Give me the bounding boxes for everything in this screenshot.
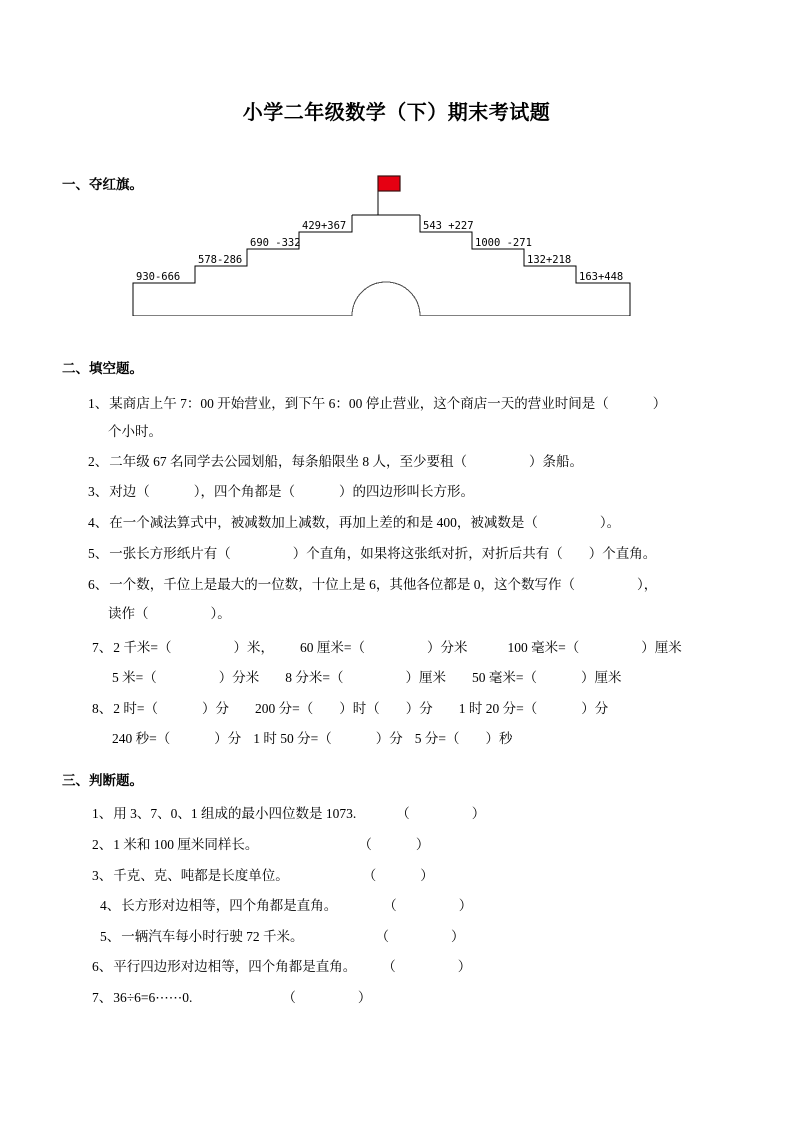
item-text: 36÷6=6⋯⋯0. [113,990,193,1005]
fill-item-6-line-2 [108,606,231,622]
fill-item-8-row-1 [92,701,608,717]
judge-item-6 [92,959,471,975]
paren-close: ） [415,837,430,852]
conv-a: 240 秒=（ [112,731,171,746]
step-label-right-2: 1000 -271 [475,237,532,249]
conv-b: ）分 [375,731,403,746]
item-text-tail: ）条船。 [529,454,583,469]
item-text-tail: ）， [637,577,658,592]
item-text: 平行四边形对边相等，四个角都是直角。 [113,959,357,974]
conv-a: 8 分米=（ [285,670,344,685]
conv-b: ）分米 [218,670,260,685]
item-text-mid: ），四个角都是（ [193,484,295,499]
conv-b: ）厘米 [405,670,446,685]
item-number: 7、 [92,990,113,1005]
conv-a: 5 分=（ [414,731,460,746]
item-number: 2、 [92,837,113,852]
section-heading-1: 一、夺红旗。 [62,177,143,193]
item-text: 一个数，千位上是最大的一位数，十位上是 6，其他各位都是 0，这个数写作（ [109,577,575,592]
item-text: 长方形对边相等，四个角都是直角。 [121,898,338,913]
item-number: 3、 [88,484,109,499]
step-label-right-4: 163+448 [579,271,624,283]
item-text: 一张长方形纸片有（ [109,546,231,561]
fill-item-5 [88,546,656,562]
judge-item-7 [92,990,371,1006]
judge-item-5 [100,929,465,945]
item-text-tail: ）的四边形叫长方形。 [339,484,474,499]
conv-b: ）厘米 [641,640,682,655]
item-text: 二年级 67 名同学去公园划船，每条船限坐 8 人，至少要租（ [109,454,467,469]
paren-open: （ [375,929,389,944]
step-label-left-4: 429+367 [302,220,347,232]
paren-open: （ [382,959,396,974]
item-number: 2、 [88,454,109,469]
paren-open: （ [383,898,397,913]
conv-a: 1 时 20 分=（ [458,701,538,716]
paren-open: （ [362,868,377,883]
conv-c: ）分 [405,701,433,716]
item-number: 3、 [92,868,113,883]
fill-item-1-line-2 [108,424,162,440]
paren-open: （ [358,837,372,852]
conv-b: ）厘米 [581,670,622,685]
conv-a: 1 时 50 分=（ [253,731,332,746]
item-number: 8、 [92,701,113,716]
fill-item-3 [88,484,474,500]
paren-close: ） [458,898,473,913]
item-text: 对边（ [109,484,150,499]
conv-a: 200 分=（ [255,701,314,716]
item-number: 6、 [92,959,113,974]
page-title: 小学二年级数学（下）期末考试题 [242,100,551,124]
fill-item-7-row-1 [92,640,682,656]
item-text: 某商店上午 7：00 开始营业，到下午 6：00 停止营业，这个商店一天的营业时间是（ [109,396,609,411]
item-text-mid: ）个直角，如果将这张纸对折，对折后共有（ [292,546,563,561]
judge-item-4 [100,898,472,914]
conv-b: ）分米 [427,640,468,655]
conv-a: 50 毫米=（ [472,670,537,685]
item-number: 6、 [88,577,109,592]
paren-close: ） [471,806,486,821]
item-number: 1、 [92,806,113,821]
conv-b: ）分 [581,701,609,716]
conv-a: 2 时=（ [113,701,158,716]
section-heading-2: 二、填空题。 [62,361,143,377]
item-text: 千克、克、吨都是长度单位。 [113,868,289,883]
item-number: 5、 [100,929,121,944]
step-label-right-1: 543 +227 [423,220,474,232]
conv-a: 5 米=（ [112,670,157,685]
item-text-tail: ） [652,396,667,411]
conv-b: ）秒 [485,731,513,746]
item-text: 一辆汽车每小时行驶 72 千米。 [121,929,304,944]
paren-close: ） [357,990,372,1005]
judge-item-3 [92,868,434,884]
item-number: 4、 [100,898,121,913]
step-label-left-2: 578-286 [198,254,243,266]
fill-item-1-line-1 [88,396,666,412]
item-text: 在一个减法算式中，被减数加上减数，再加上差的和是 400，被减数是（ [109,515,538,530]
conv-b: ）米， [233,640,274,655]
step-label-right-3: 132+218 [527,254,572,266]
item-number: 1、 [88,396,109,411]
paren-close: ） [457,959,472,974]
red-flag-icon [378,176,400,191]
item-text: 1 米和 100 厘米同样长。 [113,837,259,852]
fill-item-7-row-2 [112,670,622,686]
paren-open: （ [282,990,296,1005]
step-label-left-3: 690 -332 [250,237,301,249]
item-text: 用 3、7、0、1 组成的最小四位数是 1073. [113,806,357,821]
item-number: 5、 [88,546,109,561]
fill-item-4 [88,515,620,531]
fill-item-6-line-1 [88,577,657,593]
conv-b: ）时（ [339,701,380,716]
paren-close: ） [451,929,465,944]
step-label-left-1: 930-666 [136,271,181,283]
paren-open: （ [396,806,410,821]
conv-a: 60 厘米=（ [300,640,365,655]
conv-b: ）分 [202,701,229,716]
conv-a: 2 千米=（ [113,640,172,655]
item-number: 4、 [88,515,109,530]
item-text-tail: ）个直角。 [588,546,657,561]
paren-close: ） [420,868,434,883]
item-number: 7、 [92,640,113,655]
item-text: 读作（ [108,606,149,621]
conv-b: ）分 [214,731,242,746]
fill-item-2 [88,454,583,470]
item-text-tail: ）。 [210,606,231,621]
item-text: 个小时。 [108,424,162,439]
item-text-tail: ）。 [599,515,621,530]
fill-item-8-row-2 [112,731,513,747]
judge-item-1 [92,806,485,822]
capture-the-red-flag-diagram [120,168,650,316]
judge-item-2 [92,837,429,853]
conv-a: 100 毫米=（ [507,640,580,655]
section-heading-3: 三、判断题。 [62,773,143,789]
